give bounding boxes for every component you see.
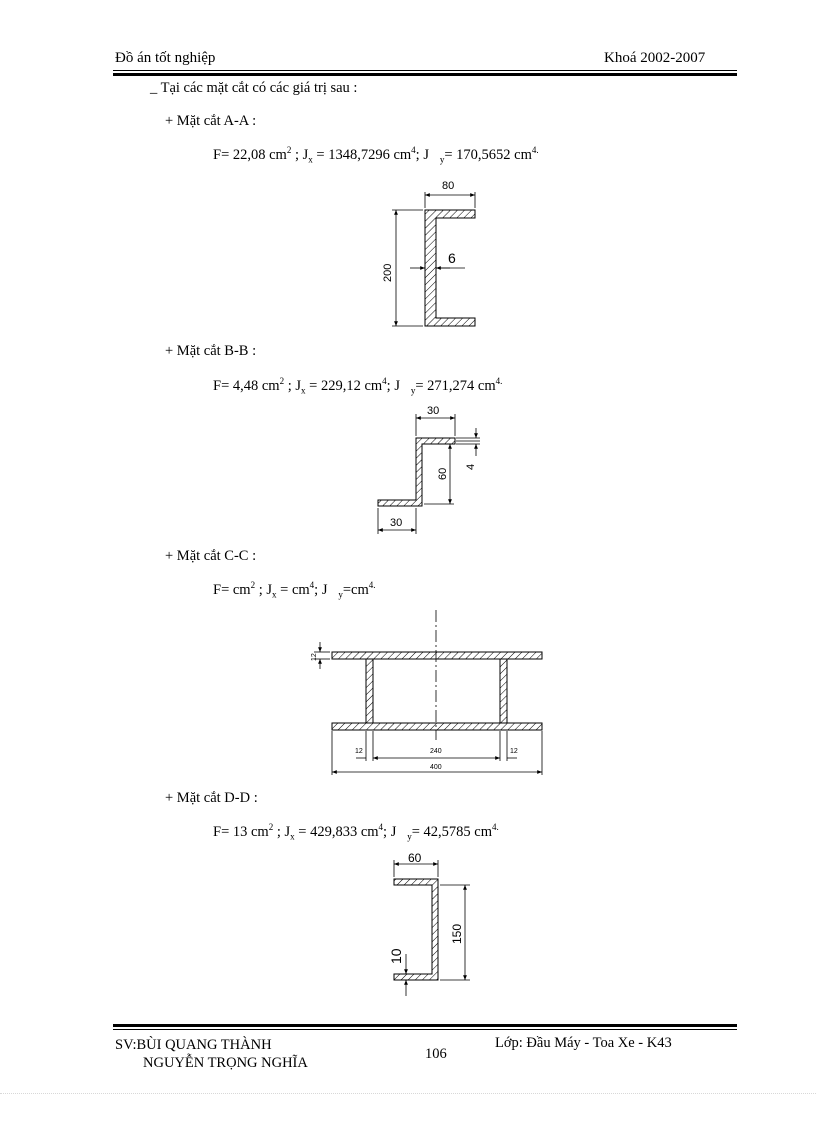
- channel-section-d-drawing: [370, 848, 480, 998]
- section-a-formula: F= 22,08 $cm^2$ ; $J_x = 1348,7296$ $cm^4$; J $_y$= 170,5652 $cm^{4.}$: [213, 145, 539, 165]
- section-a-title: + Mặt cắt A-A :: [165, 113, 257, 129]
- section-d-title: + Mặt cắt D-D :: [165, 790, 258, 806]
- header-rule-thick: [113, 73, 737, 76]
- header-left: Đồ án tốt nghiệp: [115, 50, 216, 66]
- page-number: 106: [425, 1046, 447, 1062]
- intro-text: _ Tại các mặt cắt có các giá trị sau :: [150, 80, 358, 96]
- dim-b-30-bottom: 30: [390, 517, 403, 529]
- footer-student-1: SV:BÙI QUANG THÀNH: [115, 1037, 272, 1053]
- section-b-formula: F= 4,48 $cm^2$ ; $J_x = 229,12$ $cm^4$; J $_y$= 271,274 $cm^{4.}$: [213, 376, 503, 396]
- footer-student-2: NGUYỄN TRỌNG NGHĨA: [143, 1055, 308, 1071]
- page-edge-dotted-line: [0, 1093, 816, 1094]
- section-b-title: + Mặt cắt B-B :: [165, 343, 257, 359]
- dim-d-150: 150: [450, 923, 464, 944]
- footer-rule-thin: [113, 1029, 737, 1030]
- dim-c-12-left-web: 12: [355, 748, 363, 755]
- dim-b-30-top: 30: [427, 405, 440, 417]
- section-d-formula: F= 13 $cm^2$ ; $J_x = 429,833$ $cm^4$; J $_y$= 42,5785 $cm^{4.}$: [213, 822, 499, 842]
- channel-section-a-drawing: [370, 170, 500, 335]
- box-section-c-drawing: [300, 605, 560, 777]
- footer-class: Lớp: Đầu Máy - Toa Xe - K43: [495, 1035, 672, 1051]
- dim-c-12-left-flange: 12: [311, 653, 318, 661]
- z-section-b-drawing: [370, 398, 490, 538]
- dim-c-240: 240: [430, 748, 442, 755]
- dim-d-60: 60: [408, 851, 422, 865]
- dim-b-4: 4: [465, 463, 477, 470]
- footer-rule-thick: [113, 1024, 737, 1027]
- dim-b-60: 60: [437, 467, 449, 480]
- dim-a-80: 80: [442, 180, 455, 192]
- dim-d-10: 10: [388, 948, 404, 964]
- dim-a-6: 6: [448, 250, 456, 266]
- section-c-formula: $F= cm^2$ ; $J_x = cm^4$; J $_y=cm^{4.}$: [213, 580, 376, 600]
- header-right: Khoá 2002-2007: [604, 50, 706, 66]
- header-rule-thin: [113, 70, 737, 71]
- section-c-title: + Mặt cắt C-C :: [165, 548, 257, 564]
- dim-a-200: 200: [382, 263, 394, 282]
- dim-c-12-right-web: 12: [510, 748, 518, 755]
- dim-c-400: 400: [430, 764, 442, 771]
